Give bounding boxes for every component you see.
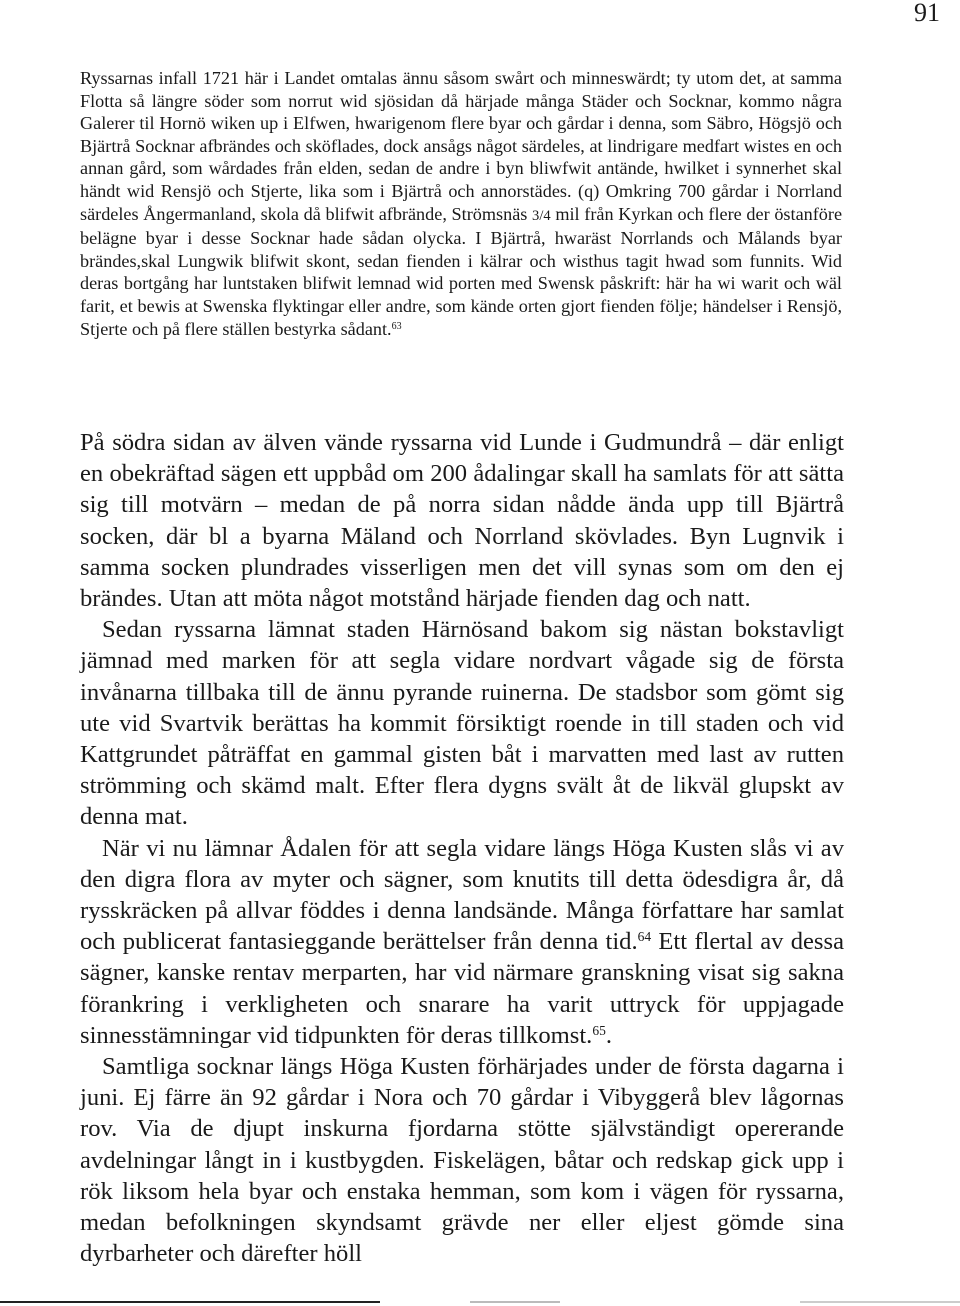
paragraph-2: Sedan ryssarna lämnat staden Härnösand bakom sig nästan bokstavligt jämnad med marken för att segla vidare nordvart vågade sig de första invånarna tillbaka till de ännu pyrande ruinerna. De stadsbor som gömt sig ute vid Svartvik berättas ha kommit försiktigt roende in till staden och vid Kattgrundet påträffat en gammal gisten båt i marvatten med last av rutten strömming och skämd malt. Efter flera dygns svält åt de likväl glupskt av denna mat. bbox=[80, 616, 844, 831]
paragraph-3-text-c: . bbox=[605, 1021, 612, 1049]
paragraph-1: På södra sidan av älven vände ryssarna vid Lunde i Gudmundrå – där enligt en obekräftad sägen ett uppbåd om 200 ådalingar skall ha samlats för att sätta sig till motvärn – medan de på norra sidan nådde ända upp till Bjärtrå socken, där bl a byarna Mäland och Norrland skövlades. Byn Lugnvik i samma socken plundrades visserligen men det vill synas som om den ej brändes. Utan att möta något motstånd härjade fienden dag och natt. bbox=[80, 429, 844, 613]
quote-text-a: Ryssarnas infall 1721 här i Landet omtalas ännu såsom swårt och minneswärdt; ty utom det, at samma Flotta så längre söder som norrut wid sjösidan då härjade många Städer och Socknar, kommo några Galerer til Hornö wiken up i Elfwen, hwarigenom flere byar och gårdar i denna, som Säbro, Högsjö och Bjärtrå Socknar afbrändes och sköflades, dock ansågs något särdeles, at lindrigare medfart wistes en och annan gård, som wårdades från elden, sedan de andre i byn bliwfwit antände, hwilket i synnerhet skal händt wid Rensjö och Stjerte, lika som i Bjärtrå och annorstädes. (q) Omkring 700 gårdar i Norrland särdeles Ångermanland, skola då blifwit afbrände, Strömsnäs bbox=[80, 68, 842, 224]
paragraph-3 bbox=[80, 833, 844, 1051]
footnote-ref-64: 64 bbox=[637, 929, 652, 945]
paragraph-3-text-a: När vi nu lämnar Ådalen för att segla vidare längs Höga Kusten slås vi av den digra flora av myter och sägner, som knutits till detta ödesdigra år, då rysskräcken på allvar föddes i denna landsände. Många författare har samlat och publicerat fantasieggande berättelser från denna tid. bbox=[80, 834, 844, 956]
footnote-ref-63: 63 bbox=[391, 320, 402, 332]
body-text bbox=[80, 427, 844, 1269]
footnote-ref-65: 65 bbox=[592, 1022, 606, 1038]
quote-fraction: 3/4 bbox=[532, 207, 551, 224]
paragraph-3-text-b: Ett flertal av dessa sägner, kanske rentav merparten, har vid närmare granskning visat sig sakna förankring i verkligheten och snarare ha varit uttryck för uppjagade sinnesstämningar vid tidpunkten för deras tillkomst. bbox=[80, 928, 844, 1049]
page-number: 91 bbox=[914, 0, 940, 27]
bottom-scan-edge bbox=[0, 1301, 960, 1303]
historical-quote bbox=[80, 67, 842, 340]
paragraph-4: Samtliga socknar längs Höga Kusten förhärjades under de första dagarna i juni. Ej färre än 92 gårdar i Nora och 70 gårdar i Vibyggerå blev lågornas rov. Via de djupt inskurna fjordarna stötte självständigt opererande avdelningar långt in i kustbygden. Fiskelägen, båtar och redskap gick upp i rök liksom hela byar och enstaka hemman, som kom i vägen för ryssarna, medan befolkningen skyndsamt grävde ner eller eljest gömde sina dyrbarheter och därefter höll bbox=[80, 1053, 844, 1268]
quote-text-b: mil från Kyrkan och flere der östanföre belägne byar i desse Socknar hade sådan olycka. I Bjärtrå, hwaräst Norrlands och Målands byar brändes,skal Lungwik blifwit skont, sedan fienden i kälrar och wisthus tagit hwad som funnits. Wid deras bortgång har luntstaken blifwit lemnad wid porten med Swensk påskrift: här ha wi warit och wäl farit, et bewis at Swenska flyktingar eller andre, som kände orten gjort fienden följe; händelser i Rensjö, Stjerte och på flere ställen bestyrka sådant. bbox=[80, 203, 843, 339]
